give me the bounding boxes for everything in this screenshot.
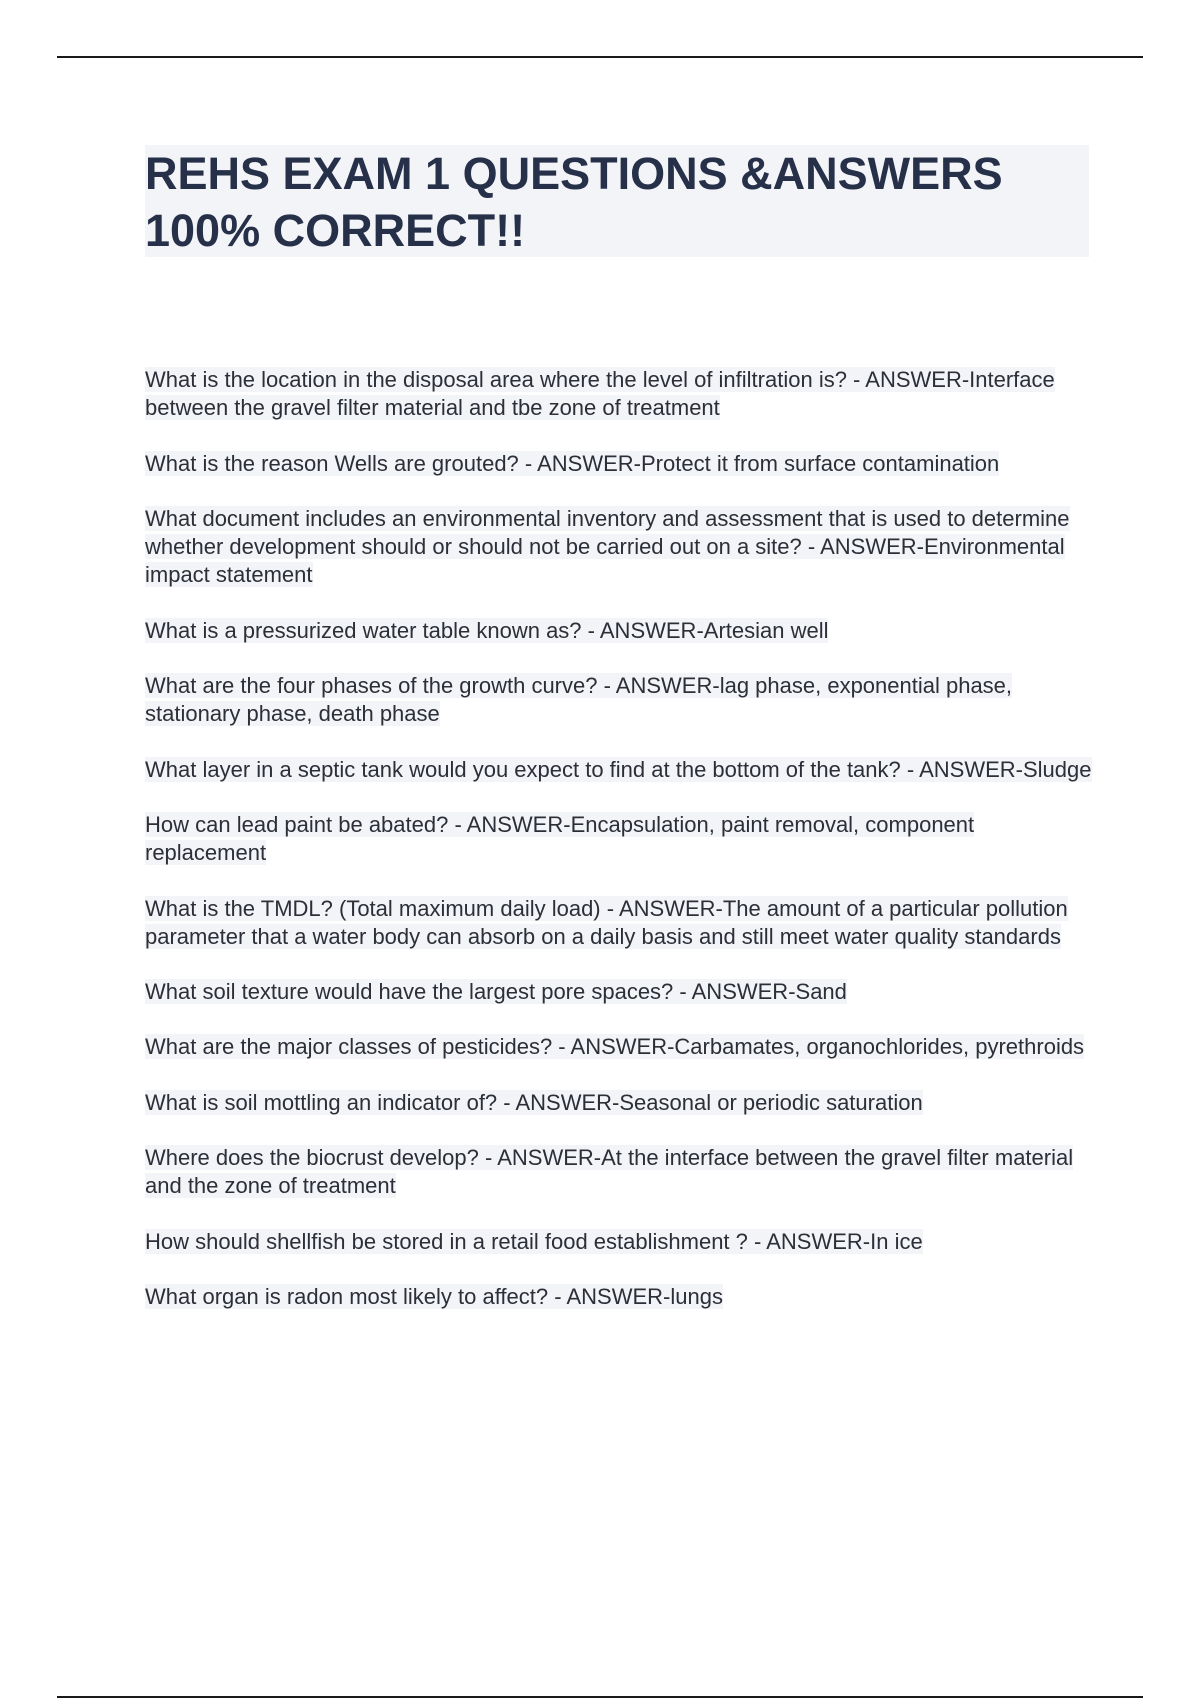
qa-text: What is the TMDL? (Total maximum daily load) - ANSWER-The amount of a particular pollution parameter that a water body can absorb on a daily basis and still meet water quality standards	[145, 895, 1068, 949]
qa-text: What organ is radon most likely to affect? - ANSWER-lungs	[145, 1283, 723, 1309]
qa-item	[145, 672, 1095, 729]
qa-text: What soil texture would have the largest pore spaces? - ANSWER-Sand	[145, 979, 847, 1005]
top-divider	[57, 56, 1143, 58]
qa-text: What layer in a septic tank would you expect to find at the bottom of the tank? - ANSWER-Sludge	[145, 756, 1092, 782]
qa-text: What is the reason Wells are grouted? - ANSWER-Protect it from surface contamination	[145, 450, 1000, 476]
document-title	[145, 145, 1089, 259]
title-line-2: 100% CORRECT!!	[145, 205, 526, 256]
qa-item	[145, 811, 1095, 868]
qa-item	[145, 756, 1095, 784]
qa-item	[145, 505, 1095, 590]
qa-text: What is the location in the disposal area where the level of infiltration is? - ANSWER-Interface between the gravel filter material and tbe zone of treatment	[145, 367, 1055, 421]
qa-item	[145, 366, 1095, 423]
title-line-1: REHS EXAM 1 QUESTIONS &ANSWERS	[145, 148, 1003, 199]
qa-text: How should shellfish be stored in a retail food establishment ? - ANSWER-In ice	[145, 1228, 923, 1254]
title-block	[145, 145, 1089, 257]
qa-item	[145, 978, 1095, 1006]
qa-text: What are the four phases of the growth curve? - ANSWER-lag phase, exponential phase, stationary phase, death phase	[145, 673, 1013, 727]
qa-item	[145, 450, 1095, 478]
qa-item	[145, 1144, 1095, 1201]
qa-text: Where does the biocrust develop? - ANSWER-At the interface between the gravel filter material and the zone of treatment	[145, 1145, 1074, 1199]
qa-item	[145, 1283, 1095, 1311]
qa-list	[145, 366, 1095, 1311]
qa-item	[145, 617, 1095, 645]
qa-item	[145, 1033, 1095, 1061]
qa-text: What is a pressurized water table known as? - ANSWER-Artesian well	[145, 617, 829, 643]
qa-text: What document includes an environmental inventory and assessment that is used to determine whether development should or should not be carried out on a site? - ANSWER-Environmental impact statement	[145, 505, 1070, 588]
qa-text: What are the major classes of pesticides? - ANSWER-Carbamates, organochlorides, pyrethroids	[145, 1034, 1085, 1060]
qa-item	[145, 895, 1095, 952]
qa-text: What is soil mottling an indicator of? - ANSWER-Seasonal or periodic saturation	[145, 1089, 923, 1115]
qa-text: How can lead paint be abated? - ANSWER-Encapsulation, paint removal, component replacement	[145, 811, 975, 866]
bottom-divider	[57, 1696, 1143, 1698]
qa-item	[145, 1228, 1095, 1256]
qa-item	[145, 1089, 1095, 1117]
